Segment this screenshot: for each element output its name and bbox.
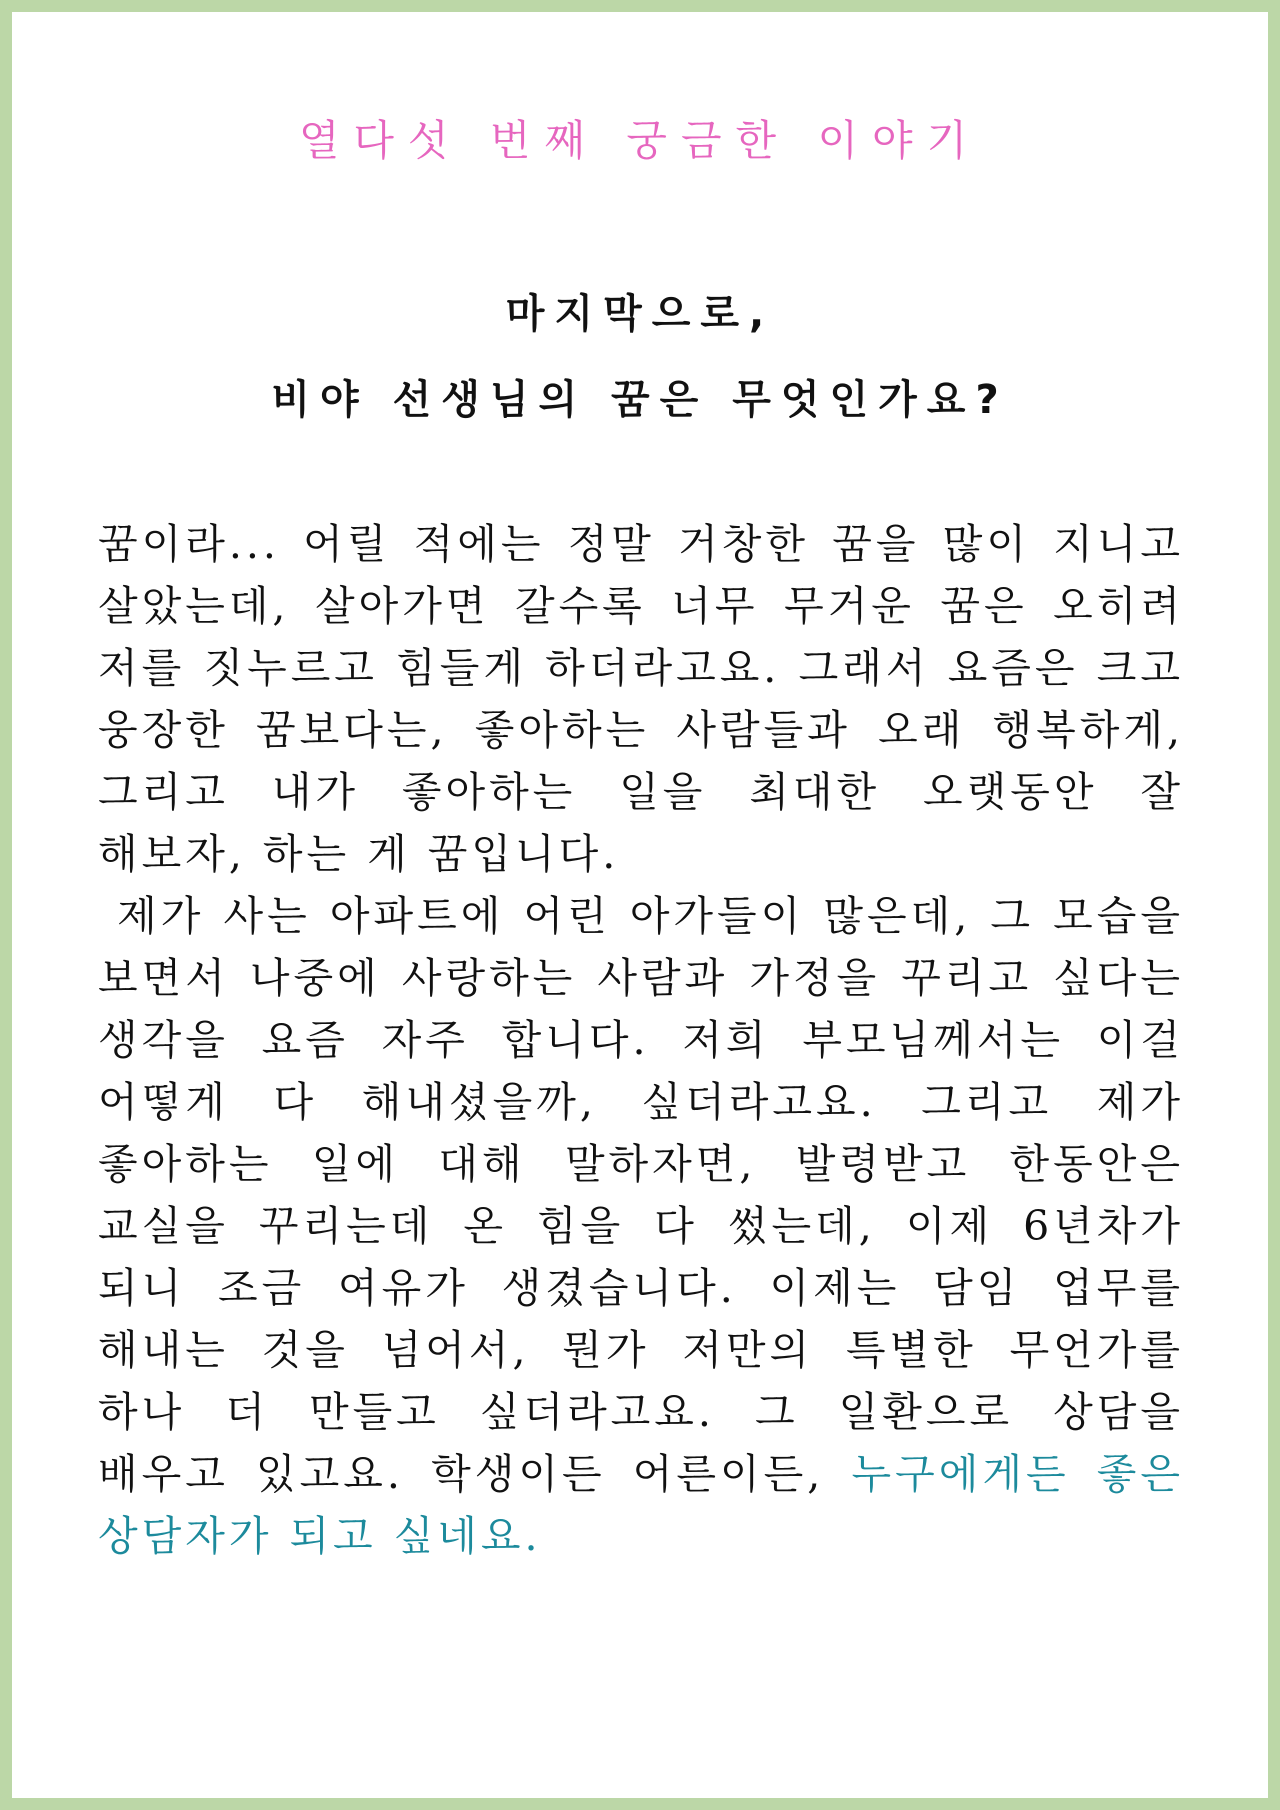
answer-paragraph-2	[98, 885, 1184, 1567]
highlighted-text: 누구에게든 좋은 상담자가 되고 싶네요.	[98, 1450, 1184, 1560]
chapter-title: 열다섯 번째 궁금한 이야기	[298, 116, 982, 165]
answer-paragraph-1: 꿈이라... 어릴 적에는 정말 거창한 꿈을 많이 지니고 살았는데, 살아가면 갈수록 너무 무거운 꿈은 오히려 저를 짓누르고 힘들게 하더라고요. 그래서 요즘은 크고 웅장한 꿈보다는, 좋아하는 사람들과 오래 행복하게, 그리고 내가 좋아하는 일을 최대한 오랫동안 잘 해보자, 하는 게 꿈입니다.	[98, 520, 1184, 878]
paragraph-2-text: 제가 사는 아파트에 어린 아가들이 많은데, 그 모습을 보면서 나중에 사랑하는 사람과 가정을 꾸리고 싶다는 생각을 요즘 자주 합니다. 저희 부모님께서는 이걸 어떻게 다 해내셨을까, 싶더라고요. 그리고 제가 좋아하는 일에 대해 말하자면, 발령받고 한동안은 교실을 꾸리는데 온 힘을 다 썼는데, 이제 6년차가 되니 조금 여유가 생겼습니다. 이제는 담임 업무를 해내는 것을 넘어서, 뭔가 저만의 특별한 무언가를 하나 더 만들고 싶더라고요. 그 일환으로 상담을 배우고 있고요. 학생이든 어른이든,	[98, 892, 1184, 1498]
question-line-1: 마지막으로,	[505, 291, 775, 337]
answer-text	[98, 513, 1184, 1567]
question-line-2: 비야 선생님의 꿈은 무엇인가요?	[271, 377, 1009, 423]
